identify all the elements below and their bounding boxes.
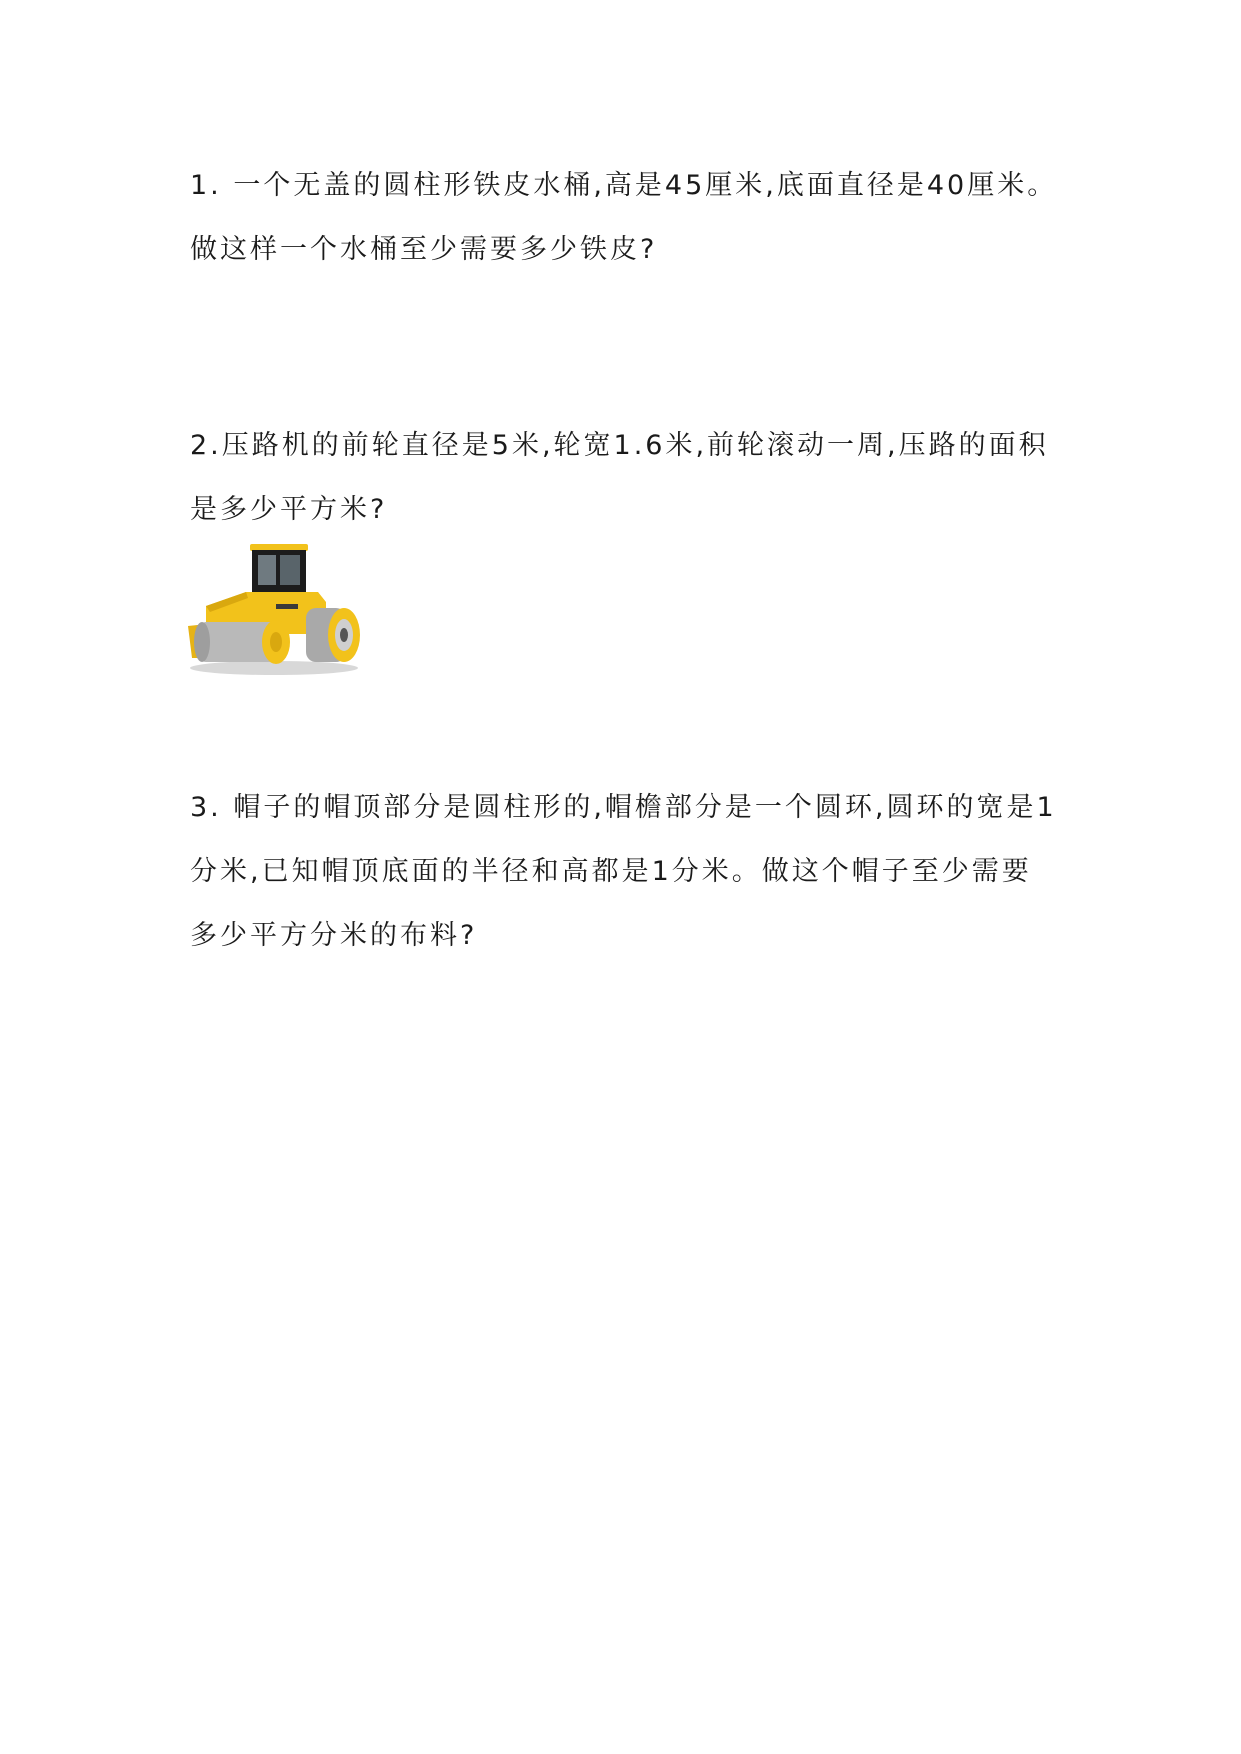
question-3: 3. 帽子的帽顶部分是圆柱形的,帽檐部分是一个圆环,圆环的宽是1分米,已知帽顶底面的半径和高都是1分米。做这个帽子至少需要多少平方分米的布料? [190,792,1057,951]
question-1: 1. 一个无盖的圆柱形铁皮水桶,高是45厘米,底面直径是40厘米。做这样一个水桶至少需要多少铁皮? [190,170,1058,265]
road-roller-illustration [186,542,362,678]
question-2: 2.压路机的前轮直径是5米,轮宽1.6米,前轮滚动一周,压路的面积是多少平方米? [190,430,1049,525]
road-roller-image [186,542,362,678]
